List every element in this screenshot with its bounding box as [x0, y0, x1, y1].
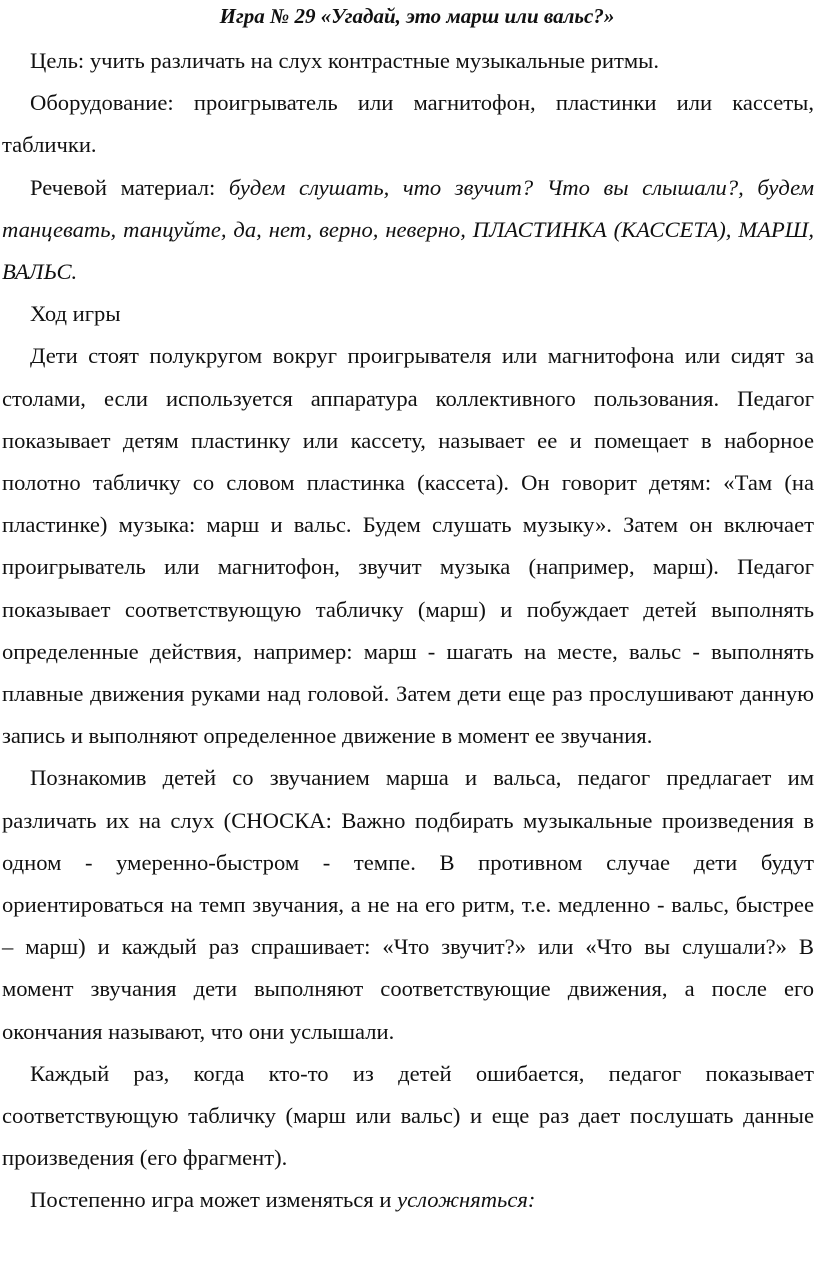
- closing-italic-text: усложняться:: [397, 1187, 536, 1213]
- error-correction-paragraph: Каждый раз, когда кто-то из детей ошибается, педагог показывает соответствующую табличку (марш или вальс) и еще раз дает послушать данные произведения (его фрагмент).: [2, 1060, 814, 1171]
- speech-material-label: Речевой материал:: [30, 174, 229, 200]
- discrimination-paragraph: Познакомив детей со звучанием марша и вальса, педагог предлагает им различать их на слух (СНОСКА: Важно подбирать музыкальные произведения в одном - умеренно-быстром - темпе. В противном случае дети будут ориентироваться на темп звучания, а не на его ритм, т.е. медленно - вальс, быстрее – марш) и каждый раз спрашивает: «Что звучит?» или «Что вы слушали?» В момент звучания дети выполняют соответствующие движения, а после его окончания называют, что они услышали.: [2, 765, 814, 1044]
- closing-text: Постепенно игра может изменяться и: [30, 1187, 398, 1213]
- speech-material-text: будем слушать, что звучит? Что вы слышали?, будем танцевать, танцуйте, да, нет, верно, неверно, ПЛАСТИНКА (КАССЕТА), МАРШ, ВАЛЬС.: [2, 174, 814, 285]
- game-course-heading: Ход игры: [30, 301, 121, 327]
- closing-paragraph: [2, 1179, 814, 1221]
- equipment-paragraph: Оборудование: проигрыватель или магнитофон, пластинки или кассеты, таблички.: [2, 90, 814, 158]
- game-description-paragraph: Дети стоят полукругом вокруг проигрывателя или магнитофона или сидят за столами, если используется аппаратура коллективного пользования. Педагог показывает детям пластинку или кассету, называет ее и помещает в наборное полотно табличку со словом пластинка (кассета). Он говорит детям: «Там (на пластинке) музыка: марш и вальс. Будем слушать музыку». Затем он включает проигрыватель или магнитофон, звучит музыка (например, марш). Педагог показывает соответствующую табличку (марш) и побуждает детей выполнять определенные действия, например: марш - шагать на месте, вальс - выполнять плавные движения руками над головой. Затем дети еще раз прослушивают данную запись и выполняют определенное движение в момент ее звучания.: [2, 343, 814, 749]
- goal-paragraph: Цель: учить различать на слух контрастные музыкальные ритмы.: [30, 48, 660, 73]
- speech-material-paragraph: [2, 167, 814, 294]
- game-title: Игра № 29 «Угадай, это марш или вальс?»: [219, 4, 615, 28]
